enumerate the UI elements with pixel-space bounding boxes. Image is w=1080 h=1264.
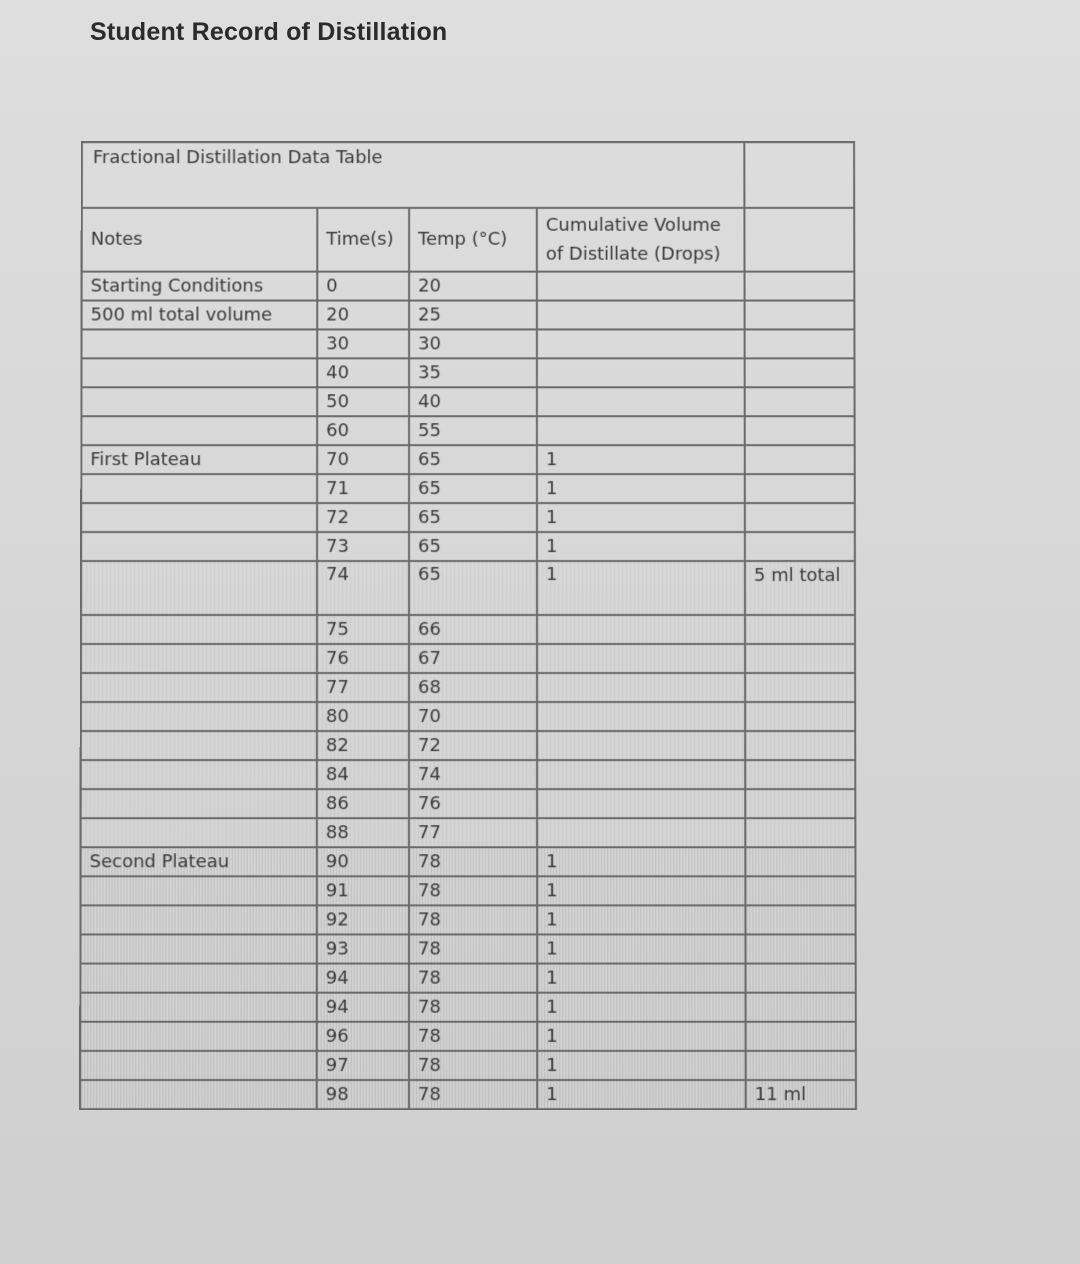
drops-cell	[537, 731, 745, 760]
drops-cell	[537, 387, 745, 416]
caption-row	[82, 142, 854, 208]
table-row	[81, 358, 854, 387]
header-extra	[744, 208, 854, 272]
time-cell: 94	[317, 993, 409, 1022]
table-row	[81, 731, 856, 760]
table-row	[81, 445, 854, 474]
table-row	[80, 876, 855, 905]
time-cell: 30	[317, 329, 409, 358]
table-row	[82, 329, 855, 358]
temp-cell: 76	[409, 789, 537, 818]
notes-cell: Second Plateau	[81, 847, 317, 876]
total-cell	[745, 416, 855, 445]
notes-cell	[80, 934, 316, 963]
table-row	[80, 1022, 856, 1051]
temp-cell: 78	[409, 964, 537, 993]
table-row	[81, 561, 855, 615]
time-cell: 73	[317, 532, 409, 561]
time-cell: 91	[317, 876, 409, 905]
notes-cell	[81, 416, 317, 445]
notes-cell	[81, 702, 317, 731]
time-cell: 94	[317, 964, 409, 993]
table-row	[81, 818, 856, 847]
notes-cell	[81, 731, 317, 760]
table-row	[82, 301, 855, 330]
table-row	[81, 644, 855, 673]
drops-cell	[537, 329, 745, 358]
total-cell	[745, 532, 855, 561]
total-cell	[745, 964, 855, 993]
caption-extra-cell	[744, 142, 854, 208]
header-volume: Cumulative Volume of Distillate (Drops)	[537, 208, 745, 272]
total-cell: 11 ml	[746, 1080, 856, 1109]
time-cell: 72	[317, 503, 409, 532]
notes-cell: Starting Conditions	[82, 272, 318, 301]
drops-cell	[537, 760, 745, 789]
notes-cell	[80, 993, 316, 1022]
distillation-table	[79, 141, 857, 1110]
drops-cell: 1	[537, 503, 745, 532]
drops-cell	[537, 818, 745, 847]
temp-cell: 65	[409, 503, 537, 532]
table-row	[81, 615, 855, 644]
drops-cell	[537, 272, 745, 301]
notes-cell	[80, 1051, 317, 1080]
notes-cell	[81, 789, 317, 818]
notes-cell	[81, 615, 317, 644]
time-cell: 76	[317, 644, 409, 673]
notes-cell	[81, 644, 317, 673]
notes-cell	[82, 329, 318, 358]
temp-cell: 77	[409, 818, 537, 847]
total-cell	[745, 358, 855, 387]
temp-cell: 65	[409, 445, 537, 474]
temp-cell: 78	[409, 934, 537, 963]
drops-cell	[537, 702, 745, 731]
total-cell	[745, 731, 855, 760]
temp-cell: 40	[409, 387, 537, 416]
drops-cell: 1	[537, 1080, 746, 1109]
drops-cell	[537, 673, 745, 702]
temp-cell: 67	[409, 644, 537, 673]
notes-cell	[81, 532, 317, 561]
notes-cell	[81, 503, 317, 532]
table-row	[81, 702, 855, 731]
temp-cell: 35	[409, 358, 537, 387]
total-cell	[745, 474, 855, 503]
temp-cell: 78	[409, 876, 537, 905]
notes-cell	[80, 1022, 317, 1051]
table-row	[80, 934, 855, 963]
header-time: Time(s)	[317, 208, 409, 272]
drops-cell	[537, 789, 745, 818]
table-row	[81, 416, 854, 445]
time-cell: 80	[317, 702, 409, 731]
total-cell	[745, 644, 855, 673]
time-cell: 86	[317, 789, 409, 818]
header-notes: Notes	[82, 208, 318, 272]
time-cell: 92	[317, 905, 409, 934]
total-cell	[745, 301, 855, 330]
temp-cell: 55	[409, 416, 537, 445]
table-row	[81, 503, 855, 532]
notes-cell	[81, 760, 317, 789]
notes-cell	[80, 876, 316, 905]
drops-cell	[537, 358, 745, 387]
total-cell	[745, 760, 855, 789]
temp-cell: 72	[409, 731, 537, 760]
drops-cell: 1	[537, 1022, 745, 1051]
table-row	[81, 387, 854, 416]
table-row	[81, 532, 855, 561]
time-cell: 70	[317, 445, 409, 474]
notes-cell	[80, 964, 316, 993]
time-cell: 93	[317, 934, 409, 963]
time-cell: 75	[317, 615, 409, 644]
time-cell: 82	[317, 731, 409, 760]
drops-cell	[537, 644, 745, 673]
notes-cell: First Plateau	[81, 445, 317, 474]
drops-cell: 1	[537, 964, 745, 993]
total-cell	[745, 503, 855, 532]
temp-cell: 78	[409, 1080, 537, 1109]
notes-cell	[80, 905, 316, 934]
table-row	[80, 905, 855, 934]
table-row	[81, 673, 855, 702]
time-cell: 40	[317, 358, 409, 387]
time-cell: 71	[317, 474, 409, 503]
temp-cell: 65	[409, 474, 537, 503]
drops-cell	[537, 615, 745, 644]
time-cell: 98	[317, 1080, 409, 1109]
total-cell	[745, 673, 855, 702]
temp-cell: 78	[409, 1051, 537, 1080]
time-cell: 0	[317, 272, 409, 301]
table-row	[81, 760, 856, 789]
notes-cell	[80, 1080, 317, 1109]
total-cell	[745, 445, 855, 474]
temp-cell: 78	[409, 847, 537, 876]
temp-cell: 65	[409, 532, 537, 561]
temp-cell: 78	[409, 993, 537, 1022]
temp-cell: 30	[409, 329, 537, 358]
notes-cell: 500 ml total volume	[82, 301, 318, 330]
total-cell	[745, 789, 855, 818]
notes-cell	[81, 474, 317, 503]
table-row	[82, 272, 855, 301]
drops-cell: 1	[537, 993, 745, 1022]
header-temp: Temp (°C)	[409, 208, 537, 272]
total-cell	[745, 615, 855, 644]
document-title: Student Record of Distillation	[90, 18, 448, 46]
drops-cell: 1	[537, 532, 745, 561]
table-row	[81, 474, 855, 503]
total-cell	[745, 818, 855, 847]
drops-cell: 1	[537, 445, 745, 474]
drops-cell: 1	[537, 1051, 745, 1080]
temp-cell: 68	[409, 673, 537, 702]
total-cell	[745, 876, 855, 905]
drops-cell	[537, 301, 745, 330]
temp-cell: 70	[409, 702, 537, 731]
temp-cell: 78	[409, 1022, 537, 1051]
drops-cell: 1	[537, 905, 745, 934]
table-row	[80, 1080, 856, 1109]
notes-cell	[81, 387, 317, 416]
total-cell	[745, 387, 855, 416]
table-row	[80, 993, 856, 1022]
table-row	[81, 847, 856, 876]
drops-cell: 1	[537, 561, 745, 615]
notes-cell	[81, 561, 317, 615]
time-cell: 60	[317, 416, 409, 445]
total-cell	[746, 1051, 856, 1080]
data-sheet	[80, 140, 854, 1152]
time-cell: 77	[317, 673, 409, 702]
time-cell: 84	[317, 760, 409, 789]
notes-cell	[81, 673, 317, 702]
total-cell	[746, 993, 856, 1022]
table-row	[81, 789, 856, 818]
total-cell: 5 ml total	[745, 561, 855, 615]
time-cell: 88	[317, 818, 409, 847]
drops-cell: 1	[537, 934, 745, 963]
time-cell: 50	[317, 387, 409, 416]
total-cell	[745, 272, 855, 301]
time-cell: 97	[317, 1051, 409, 1080]
total-cell	[745, 934, 855, 963]
table-row	[80, 964, 855, 993]
time-cell: 74	[317, 561, 409, 615]
table-row	[80, 1051, 856, 1080]
total-cell	[745, 702, 855, 731]
table-caption: Fractional Distillation Data Table	[82, 142, 745, 208]
drops-cell: 1	[537, 474, 745, 503]
time-cell: 90	[317, 847, 409, 876]
total-cell	[745, 905, 855, 934]
drops-cell: 1	[537, 876, 745, 905]
temp-cell: 65	[409, 561, 537, 615]
total-cell	[746, 1022, 856, 1051]
time-cell: 20	[317, 301, 409, 330]
temp-cell: 74	[409, 760, 537, 789]
time-cell: 96	[317, 1022, 409, 1051]
drops-cell: 1	[537, 847, 745, 876]
notes-cell	[81, 358, 317, 387]
drops-cell	[537, 416, 745, 445]
notes-cell	[81, 818, 317, 847]
temp-cell: 78	[409, 905, 537, 934]
temp-cell: 20	[409, 272, 537, 301]
temp-cell: 25	[409, 301, 537, 330]
temp-cell: 66	[409, 615, 537, 644]
total-cell	[745, 847, 855, 876]
header-row	[82, 208, 855, 272]
total-cell	[745, 329, 855, 358]
